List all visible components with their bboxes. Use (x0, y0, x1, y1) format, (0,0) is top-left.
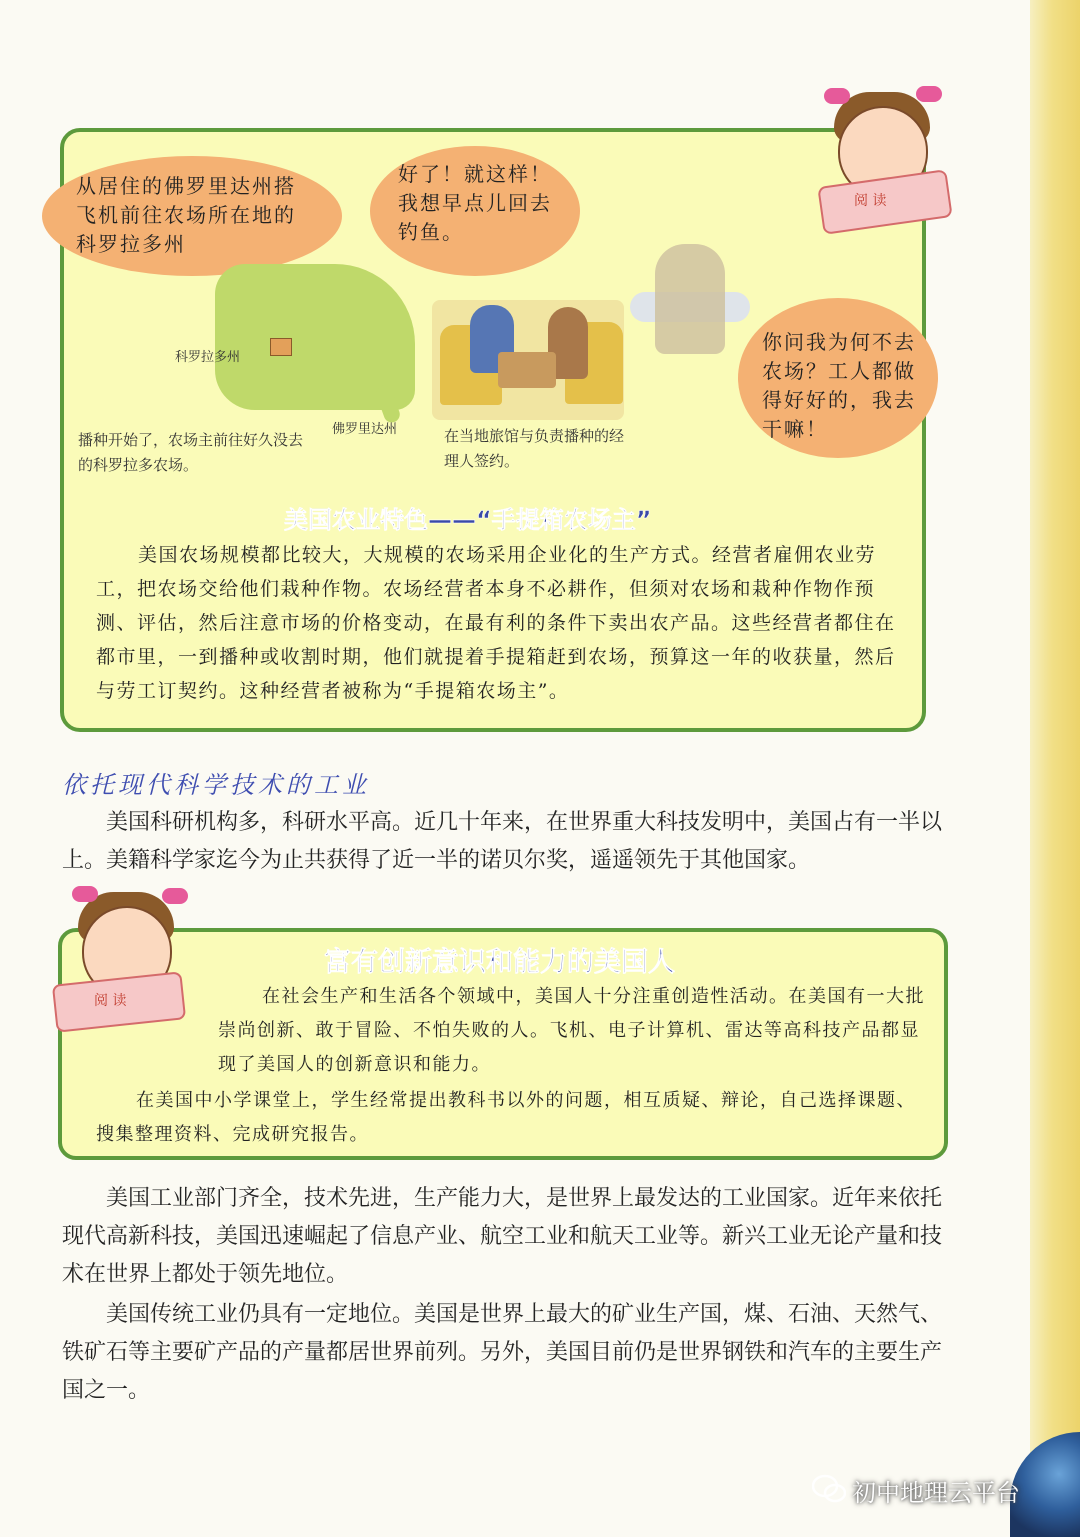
farmer-on-plane (655, 244, 725, 354)
section-heading: 依托现代科学技术的工业 (62, 771, 370, 799)
paragraph-3: 美国传统工业仍具有一定地位。美国是世界上最大的矿业生产国，煤、石油、天然气、铁矿石等主要矿产品的产量都居世界前列。另外，美国目前仍是世界钢铁和汽车的主要生产国之一。 (62, 1302, 943, 1403)
map-label-florida: 佛罗里达州 (332, 422, 398, 437)
box1-title: 美国农业特色——“手提箱农场主” (284, 506, 652, 534)
page-edge (1030, 0, 1080, 1537)
watermark-text: 初中地理云平台 (852, 1479, 1020, 1507)
speech-bubble-1: 从居住的佛罗里达州搭飞机前往农场所在地的科罗拉多州 (42, 156, 342, 276)
paragraph-2: 美国工业部门齐全，技术先进，生产能力大，是世界上最发达的工业国家。近年来依托现代高新科技，美国迅速崛起了信息产业、航空工业和航天工业等。新兴工业无论产量和技术在世界上都处于领先地位。 (62, 1186, 943, 1287)
box2-body-1: 在社会生产和生活各个领域中，美国人十分注重创造性活动。在美国有一大批崇尚创新、敢于冒险、不怕失败的人。飞机、电子计算机、雷达等高科技产品都显现了美国人的创新意识和能力。 (218, 986, 925, 1075)
box2-body-2: 在美国中小学课堂上，学生经常提出教科书以外的问题，相互质疑、辩论，自己选择课题、搜集整理资料、完成研究报告。 (96, 1090, 916, 1145)
speech-bubble-3: 你问我为何不去农场？工人都做得好好的，我去干嘛！ (738, 298, 938, 458)
paragraph-1: 美国科研机构多，科研水平高。近几十年来，在世界重大科技发明中，美国占有一半以上。美籍科学家迄今为止共获得了近一半的诺贝尔奖，遥遥领先于其他国家。 (62, 810, 943, 873)
globe-graphic (1010, 1432, 1080, 1537)
box2-title: 富有创新意识和能力的美国人 (324, 947, 675, 978)
reading-label: 阅 读 (854, 193, 887, 209)
box1-body: 美国农场规模都比较大，大规模的农场采用企业化的生产方式。经营者雇佣农业劳工，把农场交给他们栽种作物。农场经营者本身不必耕作，但须对农场和栽种作物作预测、评估，然后注意市场的价格变动，在最有利的条件下卖出农产品。这些经营者都住在都市里，一到播种或收割时期，他们就提着手提箱赶到农场，预算这一年的收获量，然后与劳工订契约。这种经营者被称为“手提箱农场主”。 (96, 544, 896, 702)
map-label-colorado: 科罗拉多州 (175, 350, 241, 365)
wechat-icon (812, 1474, 846, 1504)
caption-1: 播种开始了，农场主前往好久没去的科罗拉多农场。 (78, 431, 304, 474)
reading-girl-illustration-left (44, 886, 204, 1036)
reading-girl-illustration-top (820, 86, 960, 236)
table (498, 352, 556, 388)
speech-bubble-2: 好了！就这样！我想早点儿回去钓鱼。 (370, 146, 580, 276)
caption-2: 在当地旅馆与负责播种的经理人签约。 (444, 427, 625, 470)
reading-label-2: 阅 读 (94, 993, 127, 1009)
colorado-marker (270, 338, 292, 356)
